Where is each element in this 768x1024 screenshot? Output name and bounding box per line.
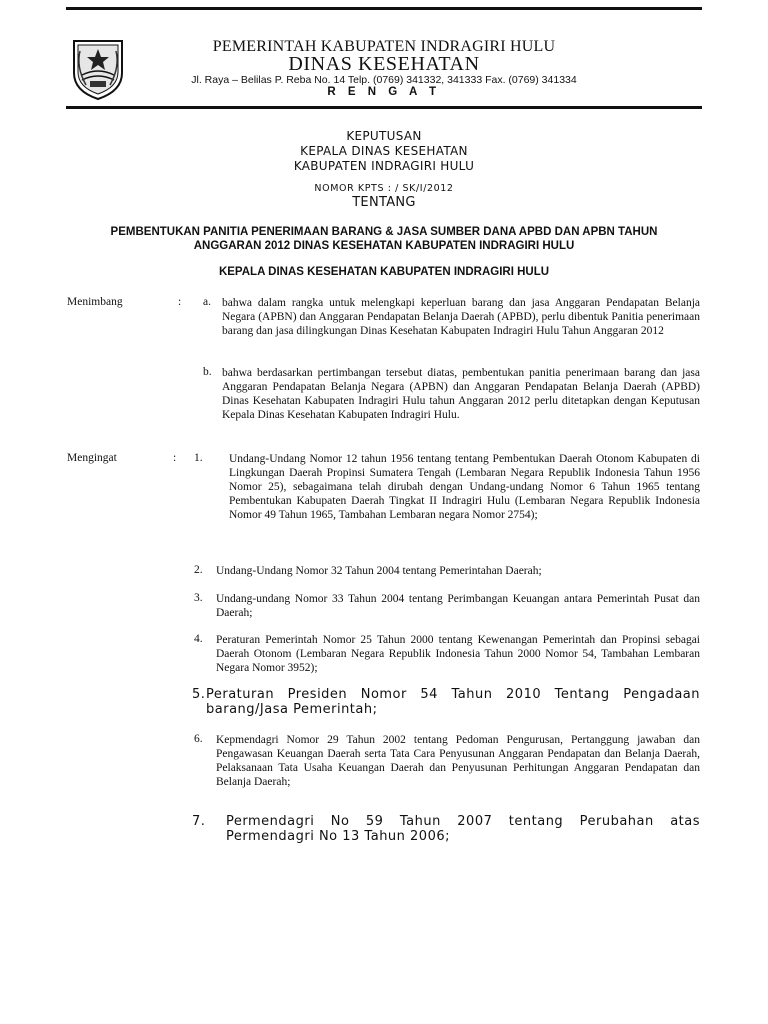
mengingat-marker-2: 2. — [194, 564, 203, 576]
decree-title: KEPUTUSAN — [346, 129, 422, 143]
tentang-heading: TENTANG — [352, 195, 416, 210]
menimbang-item-a: bahwa dalam rangka untuk melengkapi keperluan barang dan jasa Anggaran Pendapatan Belanja Negara (APBN) dan Anggaran Pendapatan Belanja Daerah (APBD), perlu dibentuk Panitia penerimaan barang dan jasa dilingkungan Dinas Kesehatan Kabupaten Indragiri Hulu Tahun Anggaran 2012 — [222, 297, 700, 337]
subject-line-1: PEMBENTUKAN PANITIA PENERIMAAN BARANG & JASA SUMBER DANA APBD DAN APBN TAHUN — [110, 226, 658, 238]
mengingat-item-5: Peraturan Presiden Nomor 54 Tahun 2010 Tentang Pengadaan barang/Jasa Pemerintah; — [206, 687, 700, 717]
menimbang-colon: : — [178, 296, 182, 308]
decree-number: NOMOR KPTS : / SK/I/2012 — [314, 183, 454, 194]
menimbang-marker-a: a. — [203, 296, 211, 308]
decree-region: KABUPATEN INDRAGIRI HULU — [293, 159, 475, 173]
subject-line-2: ANGGARAN 2012 DINAS KESEHATAN KABUPATEN INDRAGIRI HULU — [193, 240, 575, 252]
government-name: PEMERINTAH KABUPATEN INDRAGIRI HULU — [212, 38, 556, 55]
mengingat-item-3: Undang-undang Nomor 33 Tahun 2004 tentang Perimbangan Keuangan antara Pemerintah Pusat dan Daerah; — [216, 593, 700, 619]
menimbang-marker-b: b. — [203, 366, 212, 378]
mengingat-item-2: Undang-Undang Nomor 32 Tahun 2004 tentang Pemerintahan Daerah; — [216, 565, 542, 577]
mengingat-colon: : — [173, 452, 177, 464]
mengingat-label: Mengingat — [67, 452, 117, 464]
mengingat-marker-1: 1. — [194, 452, 203, 464]
official-title: KEPALA DINAS KESEHATAN KABUPATEN INDRAGIRI HULU — [218, 266, 550, 278]
menimbang-label: Menimbang — [67, 296, 123, 308]
mengingat-marker-5: 5. — [192, 687, 206, 702]
agency-name: DINAS KESEHATAN — [288, 53, 480, 75]
agency-address: Jl. Raya – Belilas P. Reba No. 14 Telp. (0769) 341332, 341333 Fax. (0769) 341334 — [191, 74, 577, 86]
agency-city: R E N G A T — [327, 86, 441, 98]
mengingat-item-7: Permendagri No 59 Tahun 2007 tentang Perubahan atas Permendagri No 13 Tahun 2006; — [226, 814, 700, 844]
mengingat-marker-7: 7. — [192, 814, 206, 829]
mengingat-item-1: Undang-Undang Nomor 12 tahun 1956 tentang tentang Pembentukan Daerah Otonom Kabupaten di Lingkungan Daerah Propinsi Sumatera Tengah (Lembaran Negara Republik Indonesia Tahun 1956 Nomor 25), sebagaimana telah dirubah dengan Undang-undang Nomor 6 Tahun 1965 tentang Pembentukan Kabupaten Daerah Tingkat II Indragiri Hulu (Lembaran Negara Republik Indonesia Nomor 49 Tahun 1965, Tambahan Lembaran negara Nomor 2754); — [229, 453, 700, 521]
mengingat-marker-4: 4. — [194, 633, 203, 645]
mengingat-marker-6: 6. — [194, 733, 203, 745]
top-border-line — [66, 7, 702, 10]
menimbang-item-b: bahwa berdasarkan pertimbangan tersebut diatas, pembentukan panitia penerimaan barang dan jasa Anggaran Pendapatan Belanja Negara (APBN) dan Anggaran Pendapatan Belanja Daerah (APBD) Dinas Kesehatan Kabupaten Indragiri Hulu tahun Anggaran 2012 perlu ditetapkan dengan Keputusan Kepala Dinas Kesehatan Kabupaten Indragiri Hulu. — [222, 367, 700, 421]
mengingat-marker-3: 3. — [194, 592, 203, 604]
mengingat-item-4: Peraturan Pemerintah Nomor 25 Tahun 2000 tentang Kewenangan Pemerintah dan Propinsi sebagai Daerah Otonom (Lembaran Negara Republik Indonesia Tahun 2000 Nomor 54, Tambahan Lembaran Negara Nomor 3952); — [216, 634, 700, 674]
mengingat-item-6: Kepmendagri Nomor 29 Tahun 2002 tentang Pedoman Pengurusan, Pertanggung jawaban dan Pengawasan Keuangan Daerah serta Tata Cara Penyusunan Anggaran Pendapatan dan Belanja Daerah, Pelaksanaan Tata Usaha Keuangan Daerah dan Penyusunan Perhitungan Anggaran Pendapatan dan Belanja Daerah; — [216, 734, 700, 788]
letterhead-divider — [66, 106, 702, 109]
decree-issuer: KEPALA DINAS KESEHATAN — [300, 144, 468, 158]
